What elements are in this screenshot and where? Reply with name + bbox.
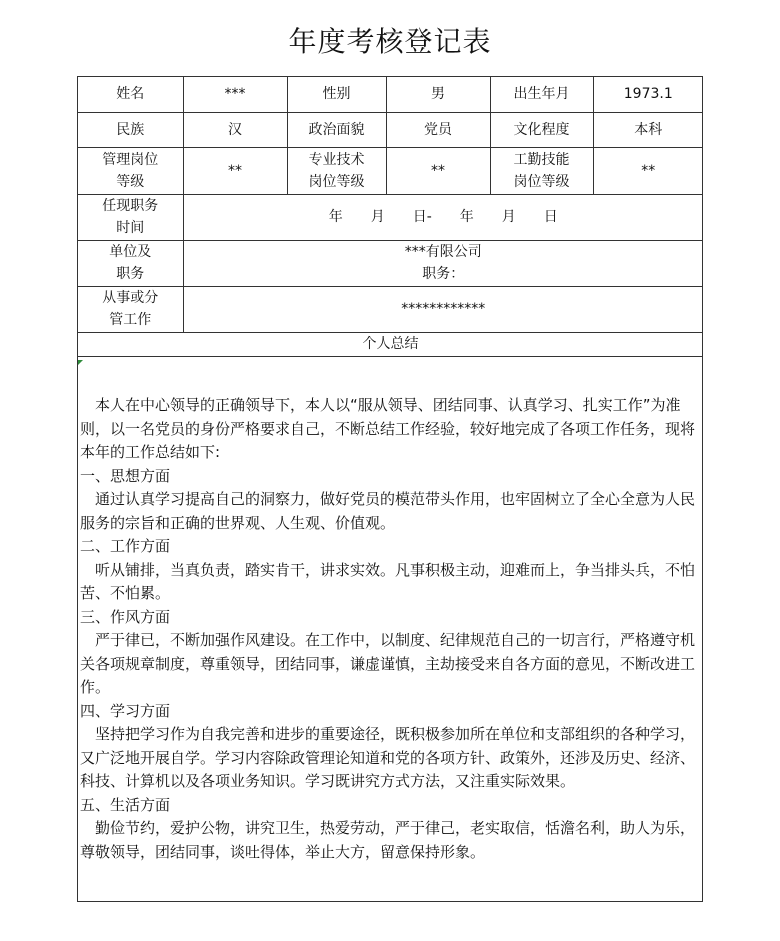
work-scope-value[interactable]: ************ (183, 286, 703, 332)
summary-intro: 本人在中心领导的正确领导下，本人以“服从领导、团结同事、认真学习、扎实工作”为准则，以一名党员的身份严格要求自己，不断总结工作经验，较好地完成了各项工作任务，现将本年的工作总结如下: (80, 396, 696, 461)
mgmt-level-value[interactable]: ** (183, 147, 287, 194)
ethnic-value[interactable]: 汉 (183, 112, 287, 147)
tenure-label-line1: 任现职务 (102, 198, 159, 214)
section-title-life: 五、生活方面 (80, 795, 171, 814)
mgmt-level-label-line2: 等级 (116, 173, 145, 190)
name-value[interactable]: *** (183, 77, 287, 112)
skill-level-value[interactable]: ** (593, 147, 703, 194)
info-table (78, 77, 703, 357)
section-body-life: 勤俭节约，爱护公物，讲究卫生，热爱劳动，严于律己，老实取信，恬澹名利，助人为乐，尊敬领导，团结同事，谈吐得体，举止大方，留意保持形象。 (80, 819, 696, 861)
ethnic-label: 民族 (78, 112, 183, 147)
position-value: 职务： (422, 266, 465, 282)
unit-name: ***有限公司 (404, 244, 482, 260)
birth-value[interactable]: 1973.1 (593, 77, 703, 112)
tech-level-label-line1: 专业技术 (308, 151, 365, 168)
political-label: 政治面貌 (287, 112, 386, 147)
birth-label: 出生年月 (490, 77, 593, 112)
work-scope-label-line2: 管工作 (109, 312, 152, 328)
summary-heading: 个人总结 (78, 332, 703, 356)
section-body-style: 严于律已，不断加强作风建设。在工作中，以制度、纪律规范自己的一切言行，严格遵守机关各项规章制度，尊重领导，团结同事，谦虚谨慎，主劫接受来自各方面的意见，不断改进工作。 (80, 631, 696, 696)
political-value[interactable]: 党员 (386, 112, 490, 147)
section-title-thought: 一、思想方面 (80, 466, 171, 485)
mgmt-level-label-line1: 管理岗位 (102, 151, 159, 168)
table-row (78, 240, 703, 286)
work-scope-label (78, 286, 183, 332)
section-title-style: 三、作风方面 (80, 607, 171, 626)
tenure-value[interactable]: 年 月 日- 年 月 日 (183, 194, 703, 240)
section-title-study: 四、学习方面 (80, 701, 171, 720)
table-row (78, 147, 703, 194)
section-title-work: 二、工作方面 (80, 537, 171, 555)
tenure-label-line2: 时间 (116, 220, 145, 236)
section-body-work: 听从铺排，当真负责，踏实肯干，讲求实效。凡事积极主动，迎难而上，争当排头兵，不怕苦、不怕累。 (80, 560, 696, 602)
registration-form (77, 76, 703, 902)
unit-position-value[interactable] (183, 240, 703, 286)
section-body-study: 坚持把学习作为自我完善和进步的重要途径，既积极参加所在单位和支部组织的各种学习，又广泛地开展自学。学习内容除政管理论知道和党的各项方针、政策外，还涉及历史、经济、科技、计算机以及各项业务知识。学习既讲究方式方法，又注重实际效果。 (80, 725, 696, 790)
personal-summary[interactable] (78, 360, 702, 864)
unit-position-label-line1: 单位及 (109, 244, 152, 260)
table-row (78, 194, 703, 240)
unit-position-label-line2: 职务 (116, 266, 145, 282)
education-value[interactable]: 本科 (593, 112, 703, 147)
gender-value[interactable]: 男 (386, 77, 490, 112)
table-row (78, 286, 703, 332)
gender-label: 性别 (287, 77, 386, 112)
skill-level-label-line1: 工勤技能 (513, 151, 570, 168)
tenure-label (78, 194, 183, 240)
table-row (78, 77, 703, 112)
unit-position-label (78, 240, 183, 286)
skill-level-label-line2: 岗位等级 (513, 173, 570, 190)
section-body-thought: 通过认真学习提高自己的洞察力，做好党员的模范带头作用，也牢固树立了全心全意为人民服务的宗旨和正确的世界观、人生观、价值观。 (80, 490, 696, 532)
tech-level-label (287, 147, 386, 194)
tech-level-value[interactable]: ** (386, 147, 490, 194)
page-title: 年度考核登记表 (288, 25, 492, 58)
tech-level-label-line2: 岗位等级 (308, 173, 365, 190)
education-label: 文化程度 (490, 112, 593, 147)
skill-level-label (490, 147, 593, 194)
table-row (78, 112, 703, 147)
name-label: 姓名 (78, 77, 183, 112)
work-scope-label-line1: 从事或分 (102, 290, 159, 306)
mgmt-level-label (78, 147, 183, 194)
table-row (78, 332, 703, 356)
